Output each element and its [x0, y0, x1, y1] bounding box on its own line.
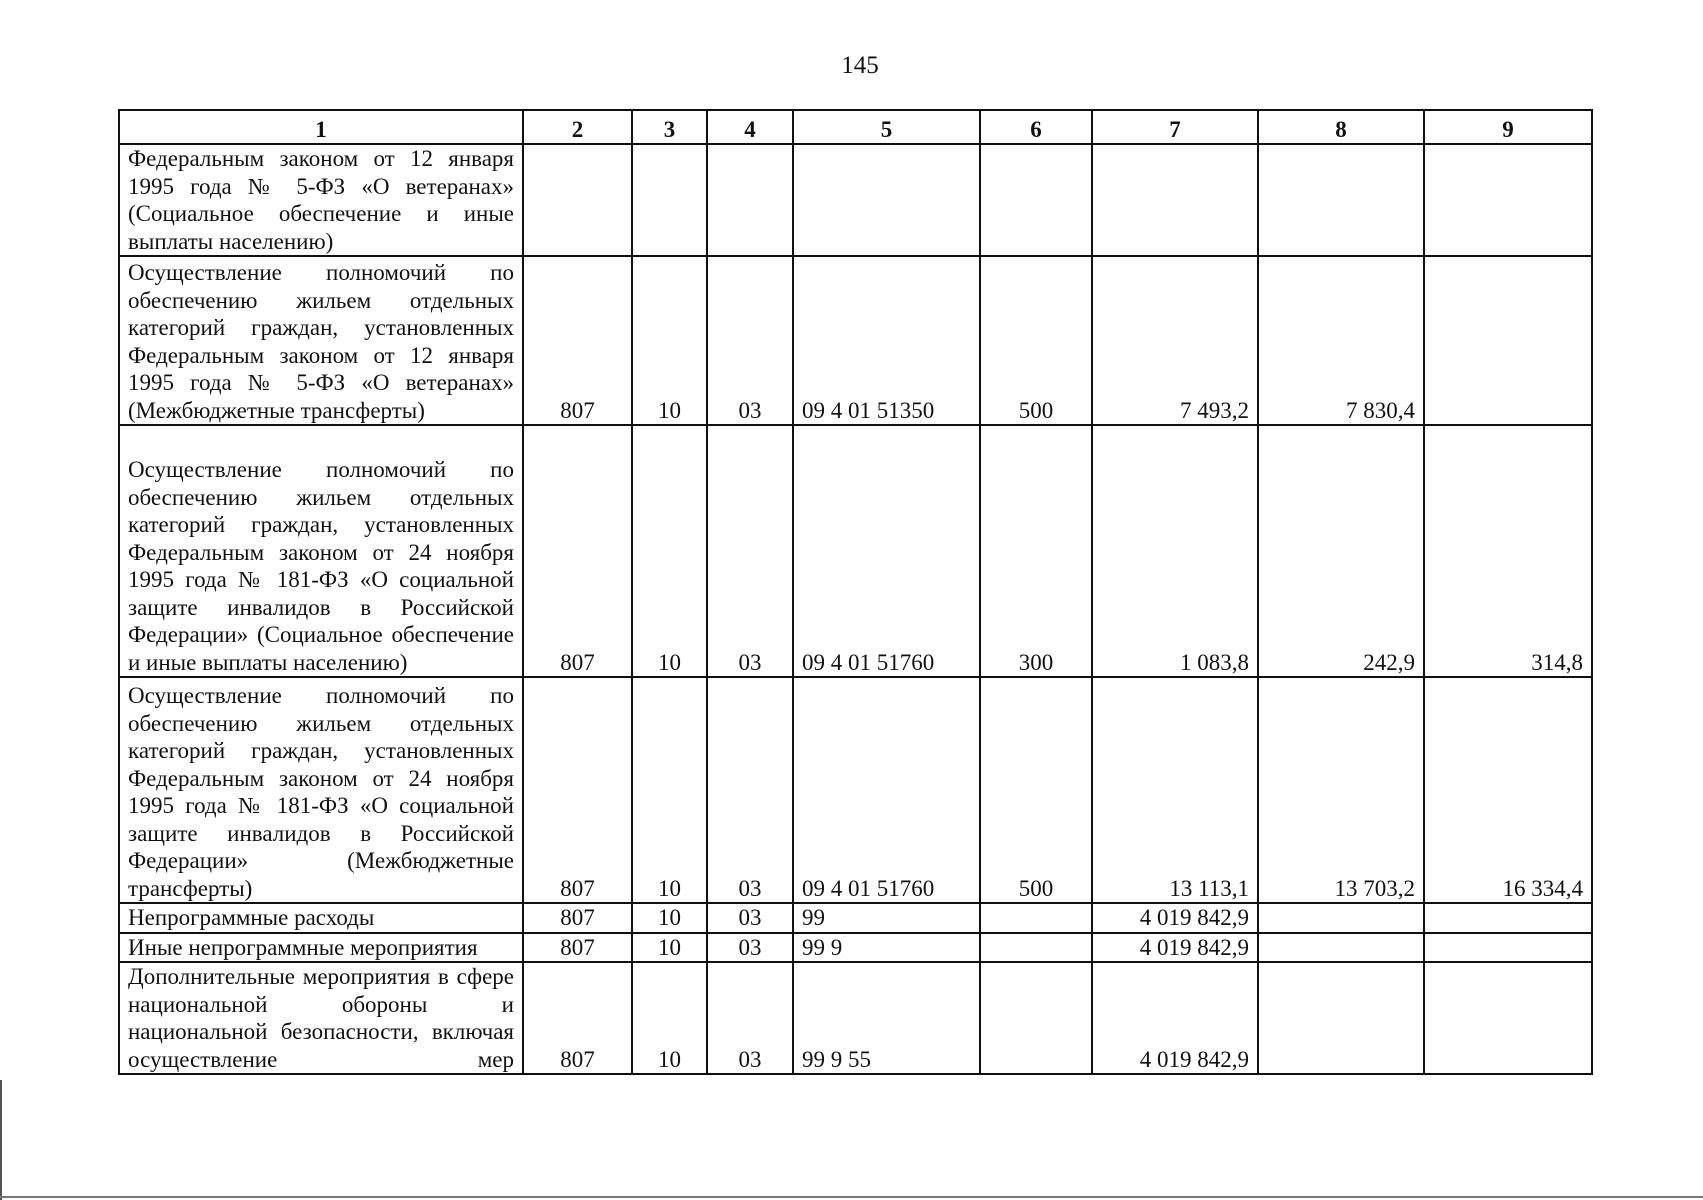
- cell-col2: 807: [523, 933, 632, 963]
- cell-col5: 09 4 01 51350: [793, 256, 980, 425]
- col-header-5: 5: [793, 110, 980, 144]
- cell-col2: 807: [523, 425, 632, 677]
- cell-col2: 807: [523, 903, 632, 933]
- cell-col9: [1424, 962, 1592, 1074]
- cell-col6: 300: [980, 425, 1092, 677]
- cell-col9: [1424, 933, 1592, 963]
- cell-col8: 242,9: [1258, 425, 1424, 677]
- col-header-4: 4: [707, 110, 793, 144]
- cell-col4: 03: [707, 933, 793, 963]
- cell-col8: [1258, 903, 1424, 933]
- cell-col8: [1258, 962, 1424, 1074]
- col-header-1: 1: [119, 110, 523, 144]
- col-header-6: 6: [980, 110, 1092, 144]
- col-header-8: 8: [1258, 110, 1424, 144]
- cell-col9: 314,8: [1424, 425, 1592, 677]
- cell-col6: 500: [980, 677, 1092, 903]
- cell-col6: 500: [980, 256, 1092, 425]
- cell-col6: [980, 903, 1092, 933]
- cell-col7: 7 493,2: [1092, 256, 1258, 425]
- cell-col7: [1092, 144, 1258, 256]
- row-description: Осуществление полномочий по обеспечению жильем отдельных категорий граждан, установленных Федеральным законом от 12 января 1995 года № 5-ФЗ «О ветеранах» (Межбюджетные трансферты): [119, 256, 523, 425]
- page-number: 145: [841, 52, 879, 79]
- cell-col9: [1424, 256, 1592, 425]
- cell-col3: 10: [632, 677, 707, 903]
- budget-table: [118, 109, 1593, 1075]
- row-description: Иные непрограммные мероприятия: [119, 933, 523, 963]
- cell-col5: 99: [793, 903, 980, 933]
- cell-col4: 03: [707, 256, 793, 425]
- table-row: [119, 256, 1592, 425]
- cell-col3: 10: [632, 256, 707, 425]
- cell-col4: [707, 144, 793, 256]
- cell-col2: 807: [523, 677, 632, 903]
- col-header-9: 9: [1424, 110, 1592, 144]
- col-header-7: 7: [1092, 110, 1258, 144]
- cell-col9: 16 334,4: [1424, 677, 1592, 903]
- cell-col6: [980, 962, 1092, 1074]
- cell-col5: 99 9: [793, 933, 980, 963]
- cell-col2: [523, 144, 632, 256]
- cell-col5: 99 9 55: [793, 962, 980, 1074]
- table-row: [119, 903, 1592, 933]
- col-header-2: 2: [523, 110, 632, 144]
- cell-col2: 807: [523, 256, 632, 425]
- row-description: Непрограммные расходы: [119, 903, 523, 933]
- cell-col3: 10: [632, 903, 707, 933]
- cell-col7: 13 113,1: [1092, 677, 1258, 903]
- cell-col5: 09 4 01 51760: [793, 425, 980, 677]
- cell-col4: 03: [707, 903, 793, 933]
- cell-col7: 1 083,8: [1092, 425, 1258, 677]
- table-row: [119, 425, 1592, 677]
- cell-col9: [1424, 903, 1592, 933]
- cell-col3: 10: [632, 962, 707, 1074]
- cell-col2: 807: [523, 962, 632, 1074]
- cell-col5: [793, 144, 980, 256]
- table-header-row: [119, 110, 1592, 144]
- cell-col8: 13 703,2: [1258, 677, 1424, 903]
- cell-col6: [980, 144, 1092, 256]
- row-description: Федеральным законом от 12 января 1995 года № 5-ФЗ «О ветеранах» (Социальное обеспечение и иные выплаты населению): [119, 144, 523, 256]
- cell-col5: 09 4 01 51760: [793, 677, 980, 903]
- cell-col8: [1258, 933, 1424, 963]
- cell-col8: 7 830,4: [1258, 256, 1424, 425]
- cell-col7: 4 019 842,9: [1092, 933, 1258, 963]
- table-row: [119, 144, 1592, 256]
- table-row: [119, 677, 1592, 903]
- cell-col6: [980, 933, 1092, 963]
- cell-col3: 10: [632, 933, 707, 963]
- table-row: [119, 962, 1592, 1074]
- table-row: [119, 933, 1592, 963]
- scan-edge-line: [0, 1080, 2, 1200]
- cell-col3: 10: [632, 425, 707, 677]
- cell-col4: 03: [707, 962, 793, 1074]
- cell-col4: 03: [707, 677, 793, 903]
- col-header-3: 3: [632, 110, 707, 144]
- cell-col8: [1258, 144, 1424, 256]
- row-description: Осуществление полномочий по обеспечению жильем отдельных категорий граждан, установленных Федеральным законом от 24 ноября 1995 года № 181-ФЗ «О социальной защите инвалидов в Российской Федерации» (Социальное обеспечение и иные выплаты населению): [119, 425, 523, 677]
- row-description: Осуществление полномочий по обеспечению жильем отдельных категорий граждан, установленных Федеральным законом от 24 ноября 1995 года № 181-ФЗ «О социальной защите инвалидов в Российской Федерации» (Межбюджетные трансферты): [119, 677, 523, 903]
- cell-col7: 4 019 842,9: [1092, 903, 1258, 933]
- row-description: Дополнительные мероприятия в сфере национальной обороны и национальной безопасности, включая осуществление мер: [119, 962, 523, 1074]
- cell-col3: [632, 144, 707, 256]
- cell-col9: [1424, 144, 1592, 256]
- scan-bottom-line: [0, 1196, 1703, 1198]
- cell-col7: 4 019 842,9: [1092, 962, 1258, 1074]
- cell-col4: 03: [707, 425, 793, 677]
